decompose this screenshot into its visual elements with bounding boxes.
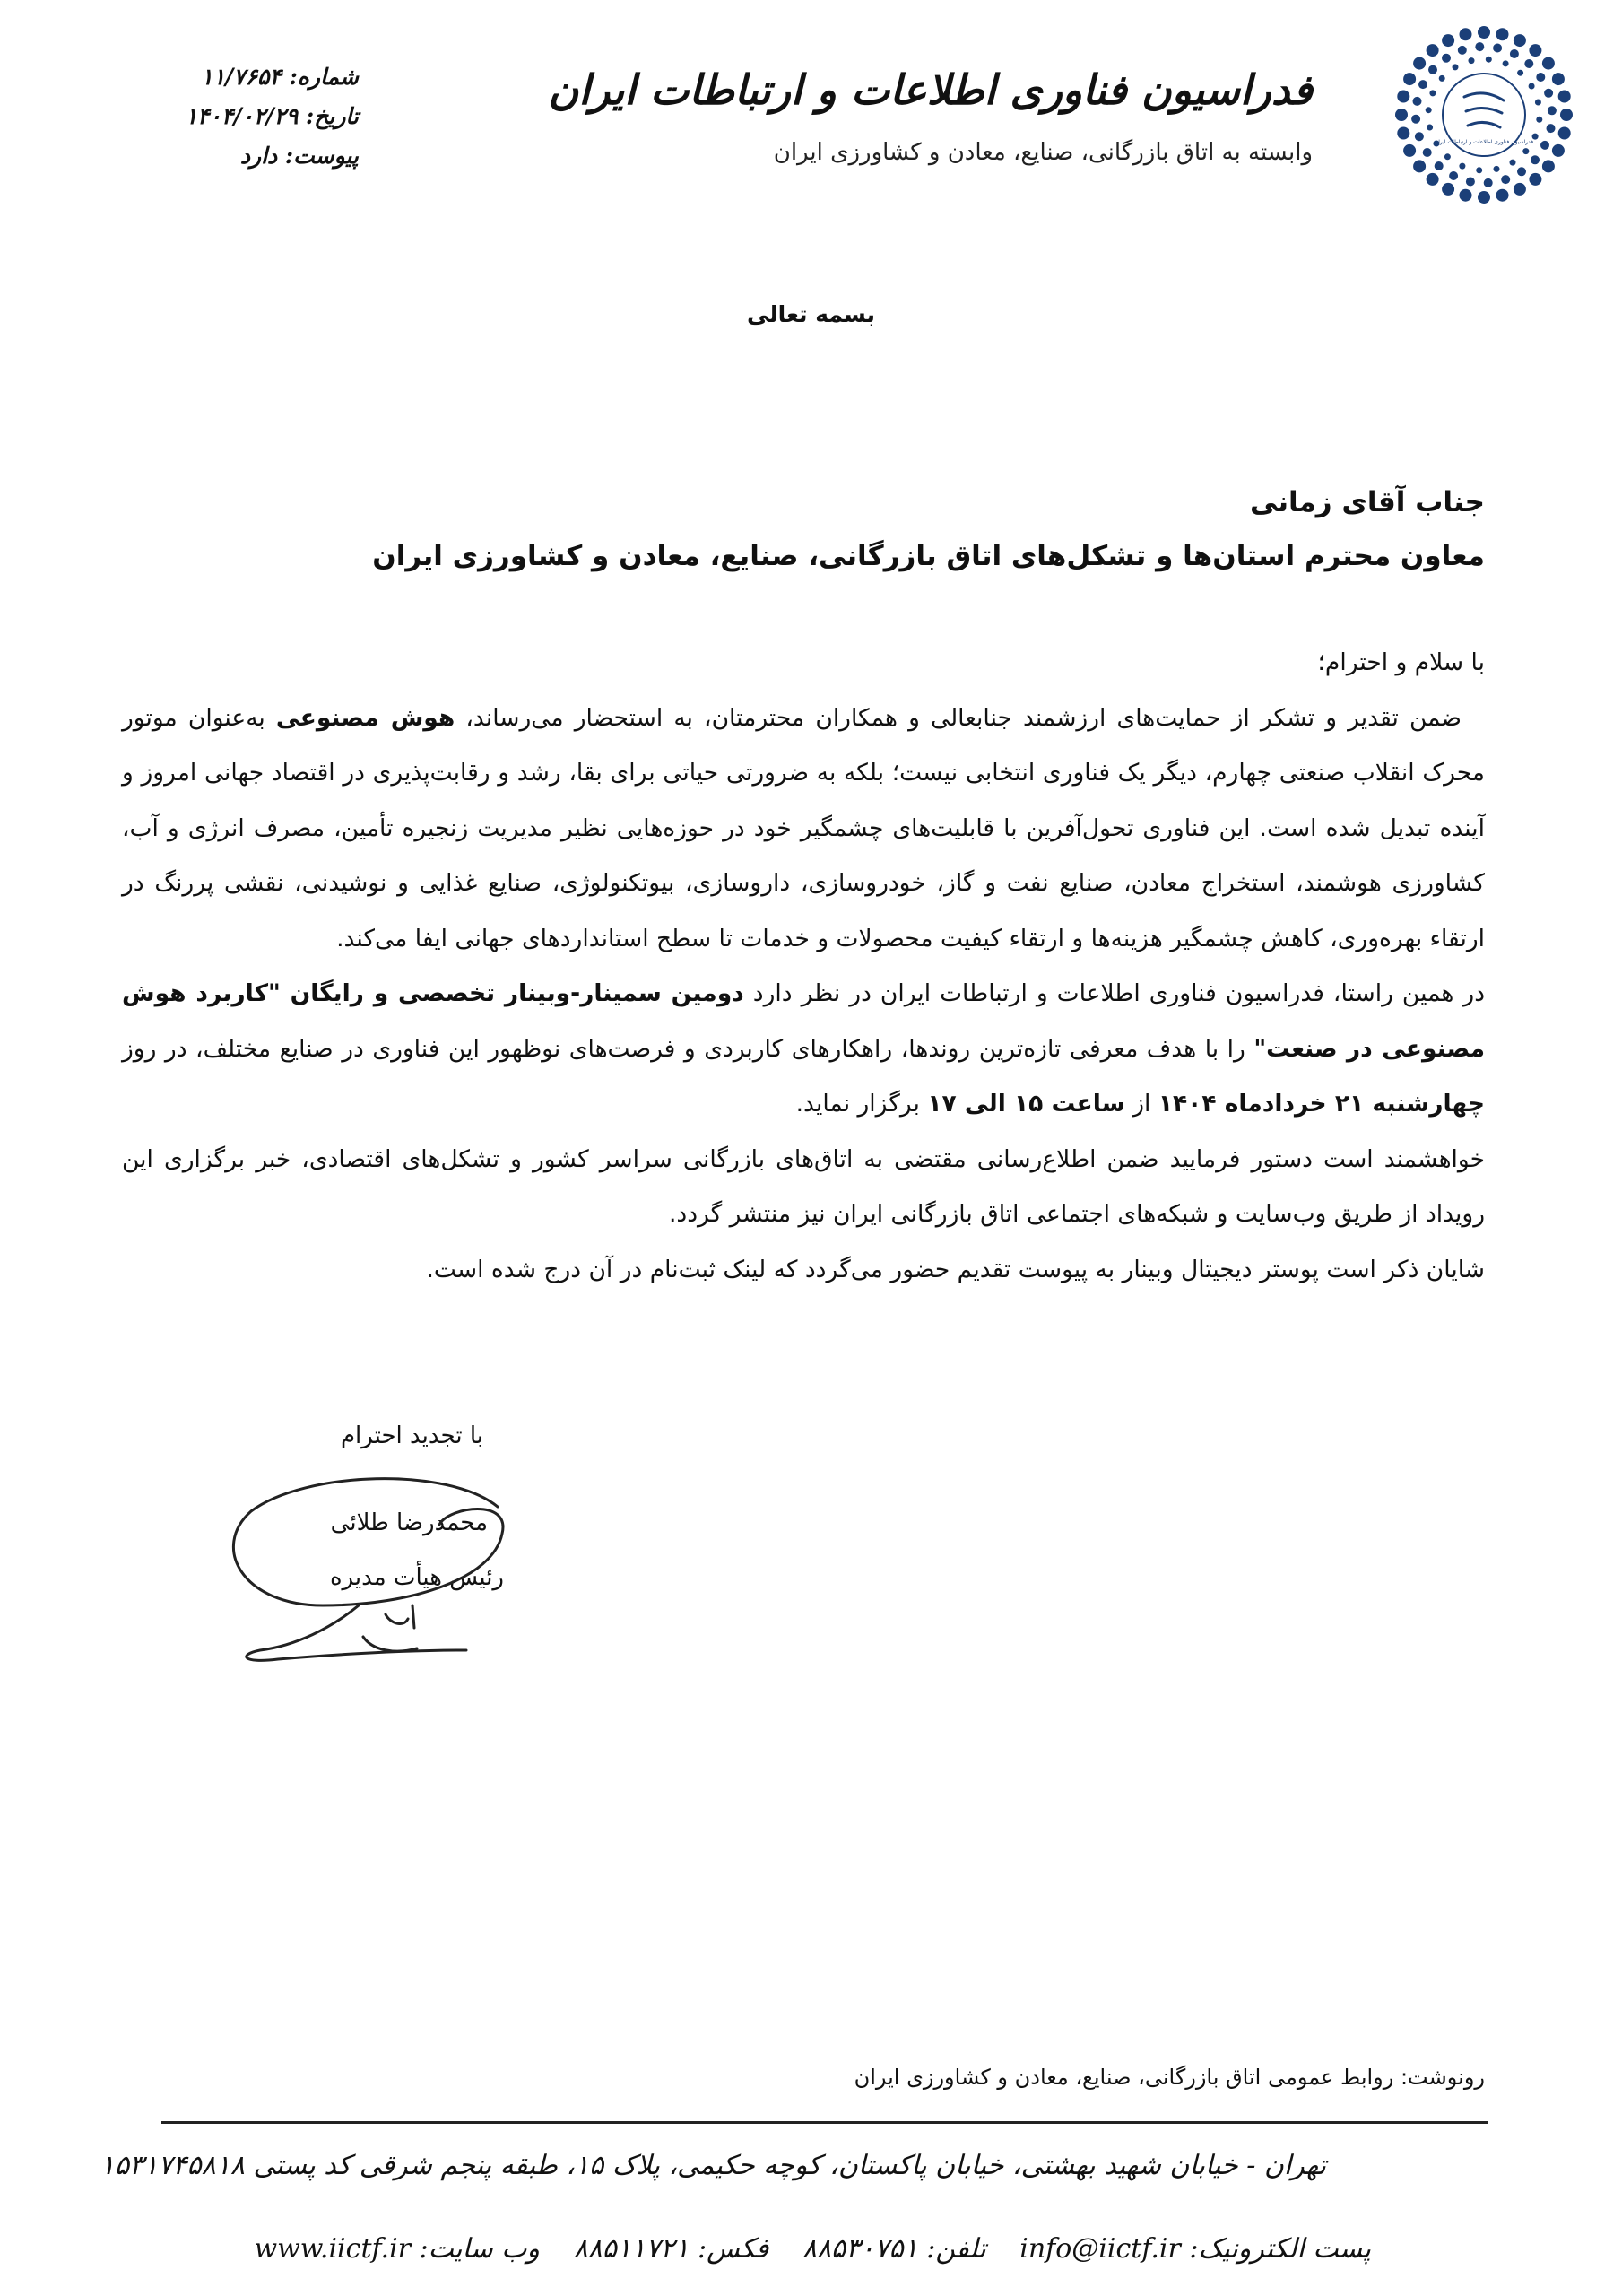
logo-dot xyxy=(1428,65,1437,74)
logo-dot xyxy=(1536,73,1545,82)
logo-dot xyxy=(1418,80,1427,89)
footer-divider xyxy=(161,2121,1488,2124)
logo-dot xyxy=(1427,125,1433,131)
logo-dot xyxy=(1484,178,1493,187)
letter-attachment: پیوست: دارد xyxy=(239,143,359,169)
logo-dot xyxy=(1552,73,1565,85)
logo-dot xyxy=(1466,178,1475,187)
logo-dot xyxy=(1514,183,1526,196)
paragraph-4: شایان ذکر است پوستر دیجیتال وبینار به پیوست تقدیم حضور می‌گردد که لینک ثبت‌نام در آن درج شده است. xyxy=(426,1255,1485,1283)
logo-dot xyxy=(1426,107,1432,113)
letter-number: شماره: ۱۱/۷۶۵۴ xyxy=(201,64,359,90)
logo-dot xyxy=(1558,91,1571,103)
logo-dot xyxy=(1501,175,1510,184)
addressee-title: معاون محترم استان‌ها و تشکل‌های اتاق بازرگانی، صنایع، معادن و کشاورزی ایران xyxy=(372,540,1485,572)
logo-dot xyxy=(1475,42,1484,51)
logo-dot xyxy=(1411,115,1420,124)
logo-dot xyxy=(1552,144,1565,157)
logo-dot xyxy=(1439,75,1445,82)
letter-body xyxy=(122,635,1485,1297)
logo-dot xyxy=(1494,166,1500,172)
logo-dot xyxy=(1442,54,1451,63)
handwritten-signature-icon xyxy=(224,1471,520,1704)
signer-name: محمدرضا طلائی xyxy=(330,1509,488,1536)
logo-dot xyxy=(1413,57,1426,70)
logo-dot xyxy=(1427,44,1439,57)
paragraph-2: در همین راستا، فدراسیون فناوری اطلاعات و ارتباطات ایران در نظر دارد دومین سمینار-وبینار تخصصی و رایگان "کاربرد هوش مصنوعی در صنعت" را با هدف معرفی تازه‌ترین روندها، راهکارهای کاربردی و فرصت‌های نوظهور این فناوری در صنایع مختلف، در روز چهارشنبه ۲۱ خردادماه ۱۴۰۴ از ساعت ۱۵ الی ۱۷ برگزار نماید. xyxy=(122,979,1485,1118)
footer-address: تهران - خیابان شهید بهشتی، خیابان پاکستان، کوچه حکیمی، پلاک ۱۵، طبقه پنجم شرقی کد پستی ۱۵۳۱۷۴۵۸۱۸ xyxy=(100,2150,1326,2181)
organization-name: فدراسیون فناوری اطلاعات و ارتباطات ایران xyxy=(548,65,1313,114)
logo-dot xyxy=(1540,141,1549,150)
organization-affiliation: وابسته به اتاق بازرگانی، صنایع، معادن و کشاورزی ایران xyxy=(773,139,1313,166)
logo-dot xyxy=(1435,161,1444,170)
logo-dot xyxy=(1449,171,1458,180)
logo-dot xyxy=(1496,189,1509,202)
logo-dot xyxy=(1548,106,1557,115)
logo-dot xyxy=(1476,167,1482,173)
logo-dot xyxy=(1517,70,1523,76)
logo-dot xyxy=(1395,109,1408,121)
logo-dot xyxy=(1478,26,1490,39)
logo-dot xyxy=(1460,28,1472,40)
logo-dot xyxy=(1458,46,1467,55)
logo-dot xyxy=(1469,57,1475,64)
logo-dot xyxy=(1493,44,1502,53)
logo-dot xyxy=(1429,90,1436,96)
logo-dot xyxy=(1510,160,1516,166)
logo-dot xyxy=(1427,173,1439,186)
logo-dot xyxy=(1486,57,1492,63)
closing: با تجدید احترام xyxy=(340,1422,483,1449)
signer-title: رئیس هیأت مدیره xyxy=(329,1564,504,1591)
logo-dot xyxy=(1460,189,1472,202)
logo-dot xyxy=(1415,132,1424,141)
letter-date: تاریخ: ۱۴۰۴/۰۲/۲۹ xyxy=(185,103,359,129)
logo-dot xyxy=(1496,28,1509,40)
logo-dot xyxy=(1442,183,1454,196)
logo-dot xyxy=(1413,160,1426,172)
logo-dot xyxy=(1403,144,1416,157)
logo-dot xyxy=(1529,173,1541,186)
logo-dot xyxy=(1403,73,1416,85)
logo-dot xyxy=(1413,97,1422,106)
logo-dot xyxy=(1397,127,1409,140)
logo-dot xyxy=(1542,57,1555,70)
logo-dot xyxy=(1397,91,1409,103)
svg-text:فدراسیون فناوری اطلاعات و ارتب: فدراسیون فناوری اطلاعات و ارتباطات ایران xyxy=(1434,139,1534,145)
logo-dot xyxy=(1529,44,1541,57)
copy-to: رونوشت: روابط عمومی اتاق بازرگانی، صنایع، معادن و کشاورزی ایران xyxy=(854,2065,1485,2090)
logo-dot xyxy=(1544,89,1553,98)
paragraph-3: خواهشمند است دستور فرمایید ضمن اطلاع‌رسانی مقتضی به اتاق‌های بازرگانی سراسر کشور و تشکل‌های اقتصادی، خبر برگزاری این رویداد از طریق وب‌سایت و شبکه‌های اجتماعی اتاق بازرگانی ایران نیز منتشر گردد. xyxy=(122,1144,1485,1228)
federation-logo-icon xyxy=(1394,25,1574,204)
addressee xyxy=(230,475,1485,583)
footer-website: وب سایت: www.iictf.ir xyxy=(254,2233,541,2265)
logo-dot xyxy=(1503,60,1509,66)
footer-contact xyxy=(229,2224,1371,2274)
footer-fax: فکس: ۸۸۵۱۱۷۲۱ xyxy=(573,2233,769,2265)
footer-email: پست الکترونیک: info@iictf.ir xyxy=(1019,2233,1371,2265)
invocation: بسمه تعالی xyxy=(746,301,876,327)
logo-dot xyxy=(1453,64,1459,70)
logo-dot xyxy=(1547,124,1556,133)
paragraph-1: ضمن تقدیر و تشکر از حمایت‌های ارزشمند جنابعالی و همکاران محترمتان، به استحضار می‌رساند، هوش مصنوعی به‌عنوان موتور محرک انقلاب صنعتی چهارم، دیگر یک فناوری انتخابی نیست؛ بلکه به ضرورتی حیاتی برای بقا، رشد و رقابت‌پذیری در اقتصاد جهانی امروز و آینده تبدیل شده است. این فناوری تحول‌آفرین با قابلیت‌های چشمگیر خود در حوزه‌هایی نظیر مدیریت زنجیره تأمین، مصرف انرژی و آب، کشاورزی هوشمند، استخراج معادن، صنایع نفت و گاز، خودروسازی، داروسازی، بیوتکنولوژی، صنایع غذایی و نوشیدنی، نقشی پررنگ در ارتقاء بهره‌وری، کاهش چشمگیر هزینه‌ها و ارتقاء کیفیت محصولات و خدمات تا سطح استانداردهای جهانی ایفا می‌کند. xyxy=(122,703,1485,952)
logo-dot xyxy=(1560,109,1573,121)
logo-dot xyxy=(1536,117,1542,123)
footer-phone: تلفن: ۸۸۵۳۰۷۵۱ xyxy=(802,2233,986,2265)
logo-dot xyxy=(1423,148,1432,157)
logo-dot xyxy=(1442,34,1454,47)
logo-dot xyxy=(1529,83,1535,90)
logo-dot xyxy=(1535,100,1541,106)
logo-dot xyxy=(1459,163,1465,170)
greeting: با سلام و احترام؛ xyxy=(1317,648,1485,676)
logo-dot xyxy=(1558,127,1571,140)
logo-dot xyxy=(1542,160,1555,172)
addressee-name: جناب آقای زمانی xyxy=(1249,486,1485,518)
letter-meta xyxy=(170,57,359,176)
logo-dot xyxy=(1478,191,1490,204)
logo-dot xyxy=(1514,34,1526,47)
logo-dot xyxy=(1510,49,1519,58)
logo-dot xyxy=(1522,148,1529,154)
logo-dot xyxy=(1524,59,1533,68)
logo-dot xyxy=(1444,153,1451,160)
logo-dot xyxy=(1517,167,1526,176)
logo-dot xyxy=(1531,155,1540,164)
